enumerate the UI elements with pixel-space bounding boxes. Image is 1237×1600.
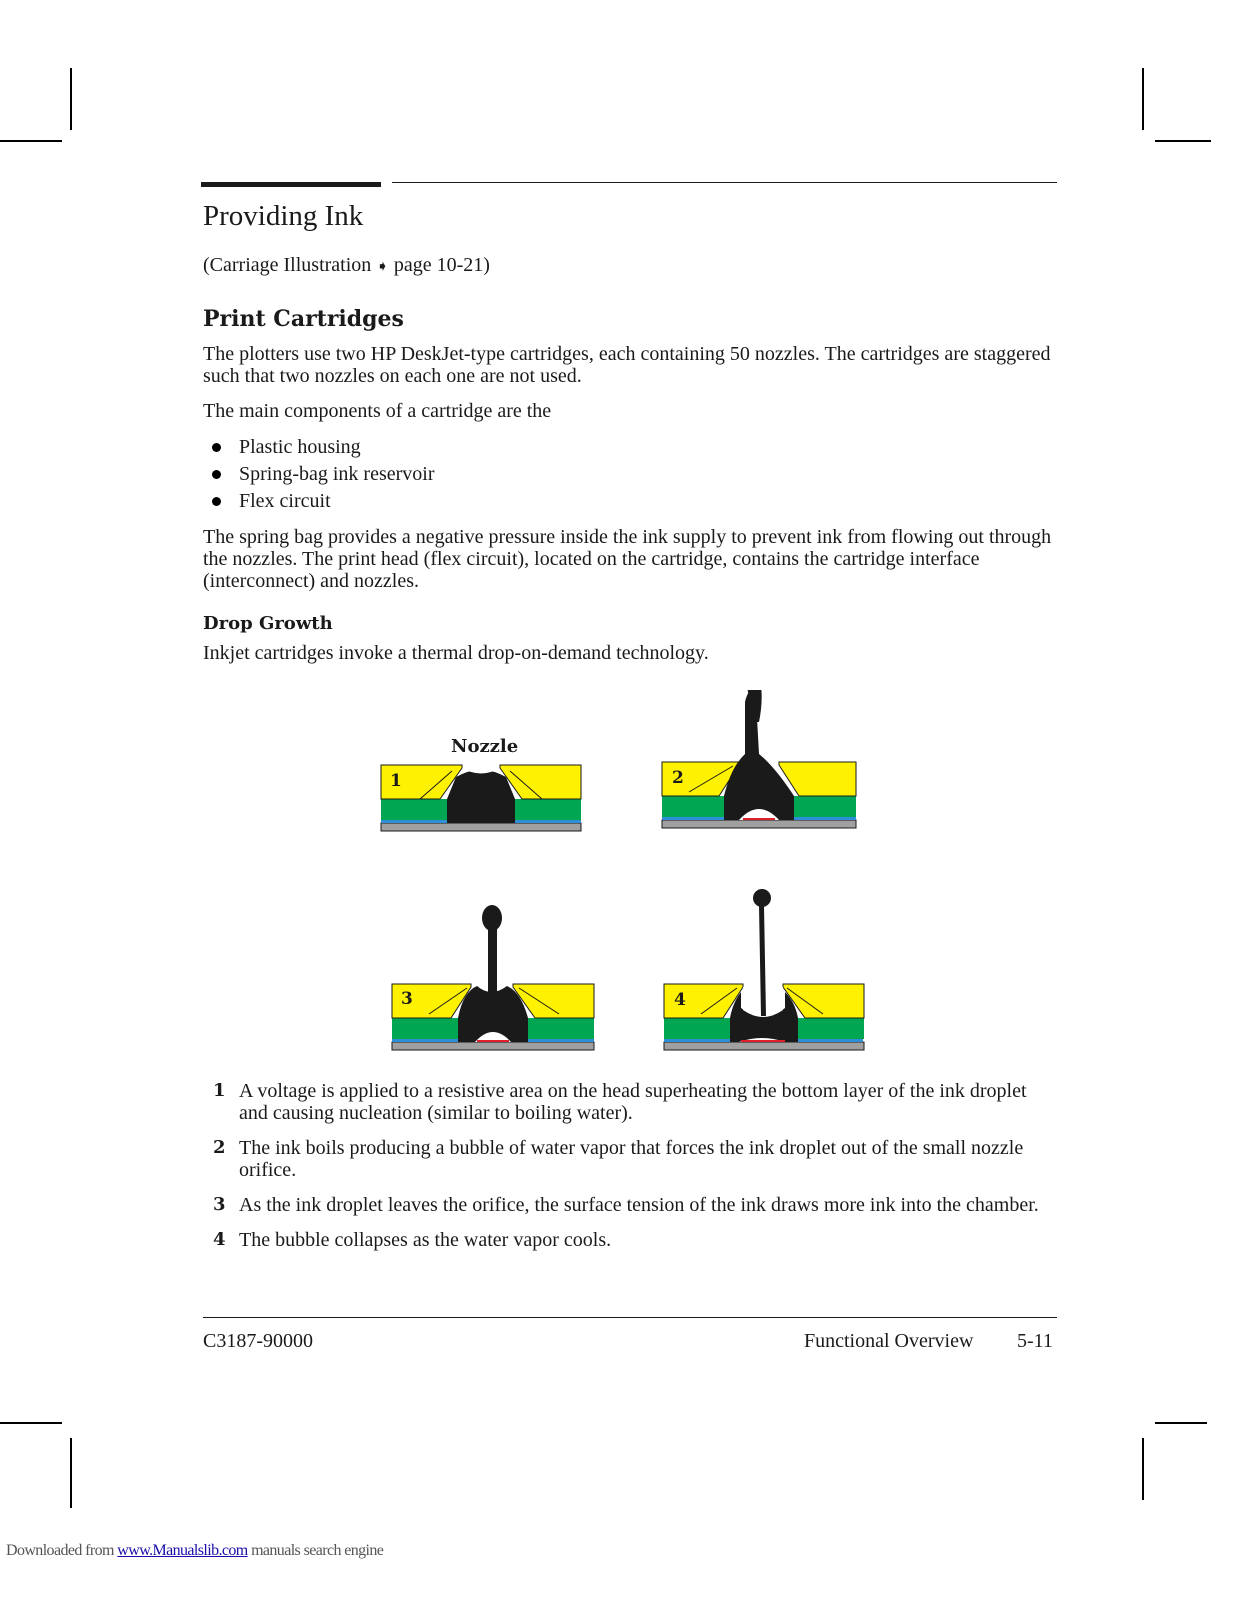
barrier-layer [798, 1018, 864, 1039]
list-item [203, 1229, 1043, 1251]
step-number: 3 [213, 1194, 226, 1215]
conductor-layer [786, 817, 856, 820]
download-watermark [6, 1542, 383, 1560]
panel-label-4: 4 [674, 990, 686, 1010]
bullet-icon [212, 470, 221, 479]
substrate [664, 1042, 864, 1050]
section-paragraph-2: The main components of a cartridge are the [203, 400, 552, 422]
bullet-icon [212, 497, 221, 506]
resistor [743, 818, 775, 820]
page-number: 5-11 [1017, 1330, 1053, 1352]
crop-mark-bottom-right-horizontal [1155, 1422, 1207, 1424]
list-item [203, 436, 803, 463]
footer-rule [203, 1317, 1057, 1318]
step-text: The ink boils producing a bubble of water vapor that forces the ink droplet out of the small nozzle orifice. [239, 1137, 1024, 1181]
panel-2 [662, 690, 856, 828]
panel-3 [392, 905, 594, 1050]
crop-mark-top-right-horizontal [1155, 140, 1211, 142]
barrier-layer [381, 799, 447, 820]
section-paragraph-3: The spring bag provides a negative pressure inside the ink supply to prevent ink from flowing out through the nozzles. The print head (flex circuit), located on the cartridge, contains the cartridge interface (interconnect) and nozzles. [203, 526, 1052, 592]
panel-label-3: 3 [401, 989, 413, 1009]
cross-reference [203, 254, 490, 277]
component-list [203, 436, 803, 517]
list-item-label: Plastic housing [239, 436, 361, 458]
conductor-layer [664, 1039, 740, 1042]
list-item [203, 1080, 1043, 1124]
conductor-layer [506, 820, 581, 823]
watermark-prefix: Downloaded from [6, 1542, 114, 1559]
manualslib-link[interactable]: www.Manualslib.com [117, 1542, 248, 1559]
list-item [203, 1194, 1043, 1216]
barrier-layer [794, 796, 856, 817]
page-title: Providing Ink [203, 200, 364, 232]
bullet-icon [212, 443, 221, 452]
list-item [203, 463, 803, 490]
resistor [741, 1040, 785, 1042]
panel-label-2: 2 [672, 768, 684, 788]
crop-mark-bottom-right-vertical [1142, 1438, 1144, 1500]
header-thin-rule [392, 182, 1057, 183]
subsection-intro: Inkjet cartridges invoke a thermal drop-on-demand technology. [203, 642, 709, 664]
arrow-icon: ➧ [376, 257, 389, 275]
list-item [203, 1137, 1043, 1181]
ink-ligament [488, 926, 497, 998]
section-paragraph-1: The plotters use two HP DeskJet-type cartridges, each containing 50 nozzles. The cartridges are staggered such that two nozzles on each one are not used. [203, 343, 1051, 387]
crop-mark-bottom-left-horizontal [0, 1422, 62, 1424]
conductor-layer [787, 1039, 863, 1042]
step-text: A voltage is applied to a resistive area on the head superheating the bottom layer of the ink droplet and causing nucleation (similar to boiling water). [239, 1080, 1027, 1124]
ink-chamber [447, 770, 515, 823]
substrate [662, 820, 856, 828]
cross-reference-page: page 10-21) [393, 254, 490, 276]
substrate [392, 1042, 594, 1050]
step-text: As the ink droplet leaves the orifice, the surface tension of the ink draws more ink into the chamber. [239, 1194, 1039, 1216]
crop-mark-bottom-left-vertical [70, 1438, 72, 1508]
panel-1 [381, 765, 581, 831]
nozzle-label: Nozzle [451, 736, 519, 757]
step-number: 1 [213, 1080, 226, 1101]
cross-reference-prefix: (Carriage Illustration [203, 254, 372, 276]
crop-mark-top-left-horizontal [0, 140, 62, 142]
ink-droplet [753, 889, 771, 907]
panel-label-1: 1 [390, 771, 402, 791]
step-number: 2 [213, 1137, 226, 1158]
barrier-layer [515, 799, 581, 820]
list-item [203, 490, 803, 517]
conductor-layer [381, 820, 456, 823]
step-list [203, 1080, 1043, 1264]
ink-droplet [482, 905, 502, 931]
conductor-layer [662, 817, 732, 820]
crop-mark-top-right-vertical [1142, 68, 1144, 130]
crop-mark-top-left-vertical [70, 68, 72, 130]
resistor [477, 1040, 509, 1042]
barrier-layer [664, 1018, 730, 1039]
section-heading: Print Cartridges [203, 306, 404, 332]
list-item-label: Flex circuit [239, 490, 331, 512]
panel-4 [664, 889, 864, 1050]
header-thick-rule [201, 182, 381, 187]
barrier-layer [528, 1018, 594, 1039]
step-text: The bubble collapses as the water vapor cools. [239, 1229, 612, 1251]
substrate [381, 823, 581, 831]
footer-section-name: Functional Overview [804, 1330, 974, 1352]
step-number: 4 [213, 1229, 226, 1250]
subsection-heading: Drop Growth [203, 613, 333, 634]
drop-growth-figure [370, 690, 880, 1060]
watermark-suffix: manuals search engine [251, 1542, 384, 1559]
list-item-label: Spring-bag ink reservoir [239, 463, 435, 485]
barrier-layer [392, 1018, 458, 1039]
barrier-layer [662, 796, 724, 817]
part-number: C3187-90000 [203, 1330, 313, 1352]
